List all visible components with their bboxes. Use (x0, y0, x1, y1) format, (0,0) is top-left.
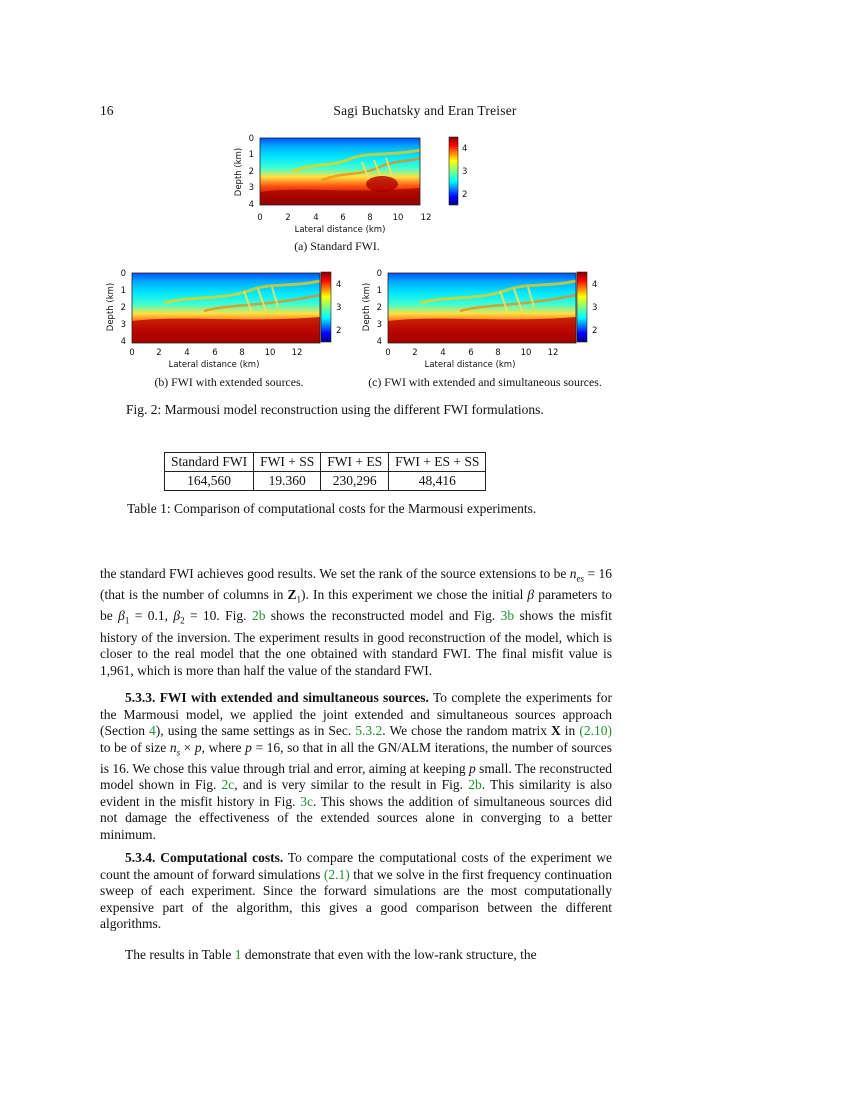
x-tick: 2 (412, 348, 418, 358)
x-tick: 10 (520, 348, 532, 358)
y-tick: 1 (120, 286, 126, 296)
x-axis-label: Lateral distance (km) (168, 360, 260, 370)
colorbar-tick: 4 (336, 280, 342, 290)
paragraph-continued: the standard FWI achieves good results. We set the rank of the source extensions to be $n_{es} = 16$ (that is the number of columns in $Z_1$). In this experiment we chose the initial β parameters to be $\beta_1 = 0.1$, $\beta_2 = 10$. Fig. 2b shows the reconstructed model and Fig. 3b shows the misfit history of the inversion. The experiment results in good reconstruction of the model, which is closer to the real model that the one obtained with standard FWI. The final misfit value is 1,961, which is more than half the value of the standard FWI. (100, 566, 613, 678)
y-tick: 3 (120, 320, 126, 330)
x-tick: 0 (129, 348, 135, 358)
colorbar-tick: 3 (462, 167, 468, 177)
section-5-3-4: 5.3.4. Computational costs. To compare the computational costs of the experiment we count the amount of forward simulations (2.1) that we solve in the first frequency continuation sweep of each experiment. Since the forward simulations are the most computationally expensive part of the algorithm, this gives a good comparison between the different algorithms. (100, 850, 612, 931)
table-header-cell: FWI + ES + SS (389, 453, 486, 472)
x-tick: 2 (156, 348, 162, 358)
colorbar-tick: 2 (592, 326, 598, 336)
velocity-model-plot-a (232, 132, 482, 237)
table-cell: 19.360 (254, 472, 321, 491)
x-tick: 10 (264, 348, 276, 358)
y-tick: 2 (376, 303, 382, 313)
x-tick: 8 (239, 348, 245, 358)
table-cell: 164,560 (165, 472, 254, 491)
x-axis-label: Lateral distance (km) (294, 225, 386, 235)
figure-panel-a (232, 132, 482, 237)
y-tick: 4 (376, 337, 382, 347)
y-tick: 4 (248, 200, 254, 210)
x-tick: 12 (420, 213, 432, 223)
x-tick: 12 (291, 348, 303, 358)
table-row (165, 472, 486, 491)
y-tick: 0 (120, 269, 126, 279)
y-axis-label: Depth (km) (106, 282, 116, 332)
x-tick: 4 (184, 348, 190, 358)
table-caption: Table 1: Comparison of computational costs for the Marmousi experiments. (127, 501, 537, 516)
y-axis-label: Depth (km) (234, 147, 244, 197)
table-cell: 48,416 (389, 472, 486, 491)
subcaption-a: (a) Standard FWI. (294, 239, 380, 253)
velocity-model-plot-c (360, 267, 610, 372)
y-axis-label: Depth (km) (362, 282, 372, 332)
x-axis-label: Lateral distance (km) (424, 360, 516, 370)
y-tick: 0 (248, 134, 254, 144)
subcaption-b: (b) FWI with extended sources. (154, 375, 304, 389)
y-tick: 4 (120, 337, 126, 347)
colorbar-tick: 3 (336, 303, 342, 313)
y-tick: 2 (120, 303, 126, 313)
running-header: Sagi Buchatsky and Eran Treiser (333, 103, 517, 118)
x-tick: 8 (367, 213, 373, 223)
colorbar-tick: 4 (592, 280, 598, 290)
table-header-cell: FWI + ES (321, 453, 389, 472)
x-tick: 0 (257, 213, 263, 223)
table-header-cell: FWI + SS (254, 453, 321, 472)
page-number: 16 (100, 103, 114, 118)
x-tick: 6 (212, 348, 218, 358)
y-tick: 2 (248, 167, 254, 177)
colorbar-tick: 2 (336, 326, 342, 336)
x-tick: 12 (547, 348, 559, 358)
y-tick: 1 (248, 150, 254, 160)
y-tick: 0 (376, 269, 382, 279)
paragraph-results: The results in Table 1 demonstrate that even with the low-rank structure, the (125, 947, 537, 962)
cost-table (164, 452, 486, 491)
section-5-3-3: 5.3.3. FWI with extended and simultaneous sources. To complete the experiments for the Marmousi model, we applied the joint extended and simultaneous sources approach (Section 4), using the same settings as in Sec. 5.3.2. We chose the random matrix X in (2.10) to be of size $n_s \times p$, where p = 16, so that in all the GN/ALM iterations, the number of sources is 16. We chose this value through trial and error, aiming at keeping p small. The reconstructed model shown in Fig. 2c, and is very similar to the result in Fig. 2b. This similarity is also evident in the misfit history in Fig. 3c. This shows the addition of simultaneous sources did not damage the effectiveness of the extended sources alone in converging to a better minimum. (100, 690, 613, 842)
colorbar-tick: 3 (592, 303, 598, 313)
x-tick: 4 (313, 213, 319, 223)
colorbar-tick: 4 (462, 144, 468, 154)
table-header-row (165, 453, 486, 472)
x-tick: 6 (340, 213, 346, 223)
subcaption-c: (c) FWI with extended and simultaneous sources. (368, 375, 602, 389)
figure-panel-c (360, 267, 610, 372)
table-cell: 230,296 (321, 472, 389, 491)
y-tick: 3 (376, 320, 382, 330)
figure-caption: Fig. 2: Marmousi model reconstruction using the different FWI formulations. (126, 402, 544, 417)
x-tick: 6 (468, 348, 474, 358)
figure-panel-b (104, 267, 354, 372)
x-tick: 0 (385, 348, 391, 358)
velocity-model-plot-b (104, 267, 354, 372)
y-tick: 1 (376, 286, 382, 296)
x-tick: 8 (495, 348, 501, 358)
x-tick: 2 (285, 213, 291, 223)
table-header-cell: Standard FWI (165, 453, 254, 472)
y-tick: 3 (248, 183, 254, 193)
x-tick: 10 (392, 213, 404, 223)
colorbar-tick: 2 (462, 190, 468, 200)
x-tick: 4 (440, 348, 446, 358)
